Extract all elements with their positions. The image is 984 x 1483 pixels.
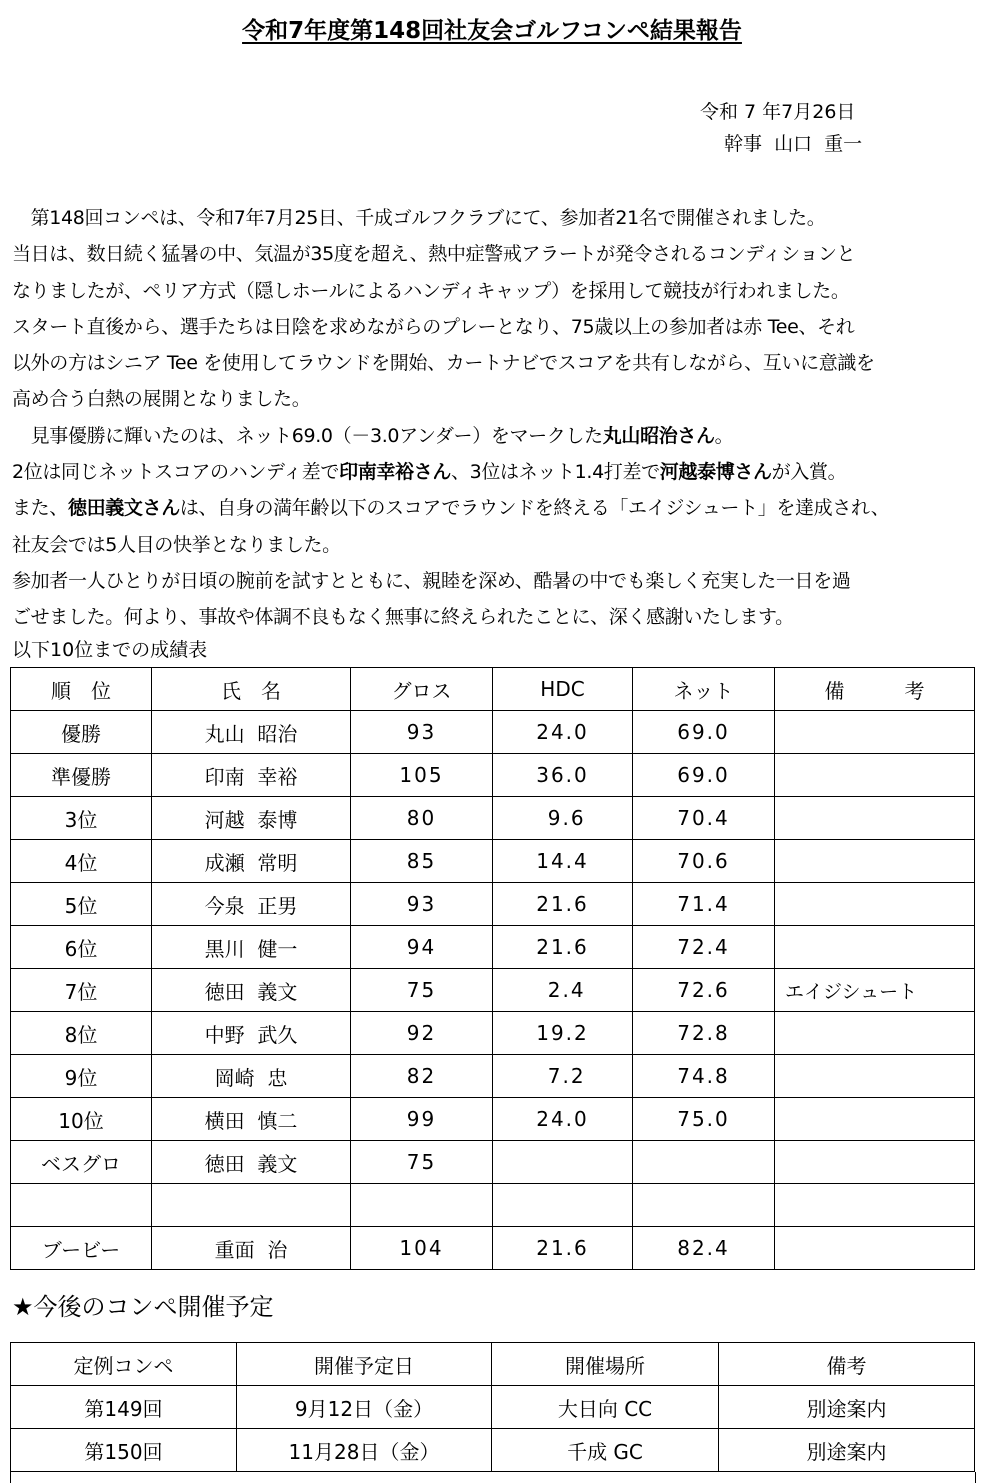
header-date: 開催予定日 — [237, 1343, 492, 1386]
results-header-row — [11, 668, 975, 711]
cell-note — [775, 1098, 975, 1141]
results-row — [11, 883, 975, 926]
cell-hdc: 21.6 — [493, 926, 633, 969]
results-row — [11, 1227, 975, 1270]
cell-name: 徳田 義文 — [152, 1141, 351, 1184]
cell-name: 岡崎 忠 — [152, 1055, 351, 1098]
cell-gross: 92 — [351, 1012, 493, 1055]
cell-hdc: 21.6 — [493, 883, 633, 926]
header-note: 備 考 — [775, 668, 975, 711]
cell-gross: 105 — [351, 754, 493, 797]
results-row — [11, 754, 975, 797]
cell-note — [775, 1141, 975, 1184]
cell-note: エイジシュート — [775, 969, 975, 1012]
cell-rank: 5位 — [11, 883, 152, 926]
report-text: 2位は同じネットスコアのハンディ差で — [12, 461, 340, 484]
cell-note — [775, 1055, 975, 1098]
results-row — [11, 1141, 975, 1184]
report-date: 令和 7 年7月26日 — [700, 101, 856, 123]
cell-rank: 4位 — [11, 840, 152, 883]
document-title — [0, 12, 984, 45]
cell-hdc: 24.0 — [493, 711, 633, 754]
report-text: 。 — [714, 424, 734, 447]
cell-venue: 千成 GC — [492, 1429, 719, 1472]
document-title-text: 令和7年度第148回社友会ゴルフコンペ結果報告 — [242, 18, 742, 44]
report-line: 社友会では5人目の快挙となりました。 — [12, 533, 341, 556]
cell-net: 71.4 — [633, 883, 775, 926]
cell-net: 70.6 — [633, 840, 775, 883]
cell-rank: 6位 — [11, 926, 152, 969]
header-remarks: 備考 — [719, 1343, 975, 1386]
cell-hdc: 14.4 — [493, 840, 633, 883]
report-text: が入賞。 — [771, 461, 847, 484]
header-net: ネット — [633, 668, 775, 711]
cell-rank: 9位 — [11, 1055, 152, 1098]
results-table — [10, 667, 975, 1270]
results-row — [11, 1055, 975, 1098]
cell-gross: 104 — [351, 1227, 493, 1270]
cell-rank: 10位 — [11, 1098, 152, 1141]
cell-rank: 3位 — [11, 797, 152, 840]
cell-name: 重面 治 — [152, 1227, 351, 1270]
cell-net: 82.4 — [633, 1227, 775, 1270]
cell-name: 中野 武久 — [152, 1012, 351, 1055]
cell-name: 丸山 昭治 — [152, 711, 351, 754]
cell-name: 河越 泰博 — [152, 797, 351, 840]
report-line — [12, 454, 980, 490]
cell-round: 第150回 — [11, 1429, 237, 1472]
cell-rank: 8位 — [11, 1012, 152, 1055]
cell-name — [152, 1184, 351, 1227]
report-line: 当日は、数日続く猛暑の中、気温が35度を超え、熱中症警戒アラートが発令されるコンディションと — [12, 243, 856, 266]
cell-rank: 7位 — [11, 969, 152, 1012]
cell-note — [775, 797, 975, 840]
schedule-row — [11, 1429, 975, 1472]
cell-remarks: 別途案内 — [719, 1429, 975, 1472]
cell-net: 69.0 — [633, 754, 775, 797]
report-line: スタート直後から、選手たちは日陰を求めながらのプレーとなり、75歳以上の参加者は赤 Tee、それ — [12, 315, 855, 338]
schedule-heading: ★今後のコンペ開催予定 — [12, 1293, 274, 1321]
cell-date: 11月28日（金） — [237, 1429, 492, 1472]
results-row — [11, 969, 975, 1012]
cell-hdc: 2.4 — [493, 969, 633, 1012]
header-gross: グロス — [351, 668, 493, 711]
cell-name: 徳田 義文 — [152, 969, 351, 1012]
cell-net: 75.0 — [633, 1098, 775, 1141]
cell-gross: 75 — [351, 1141, 493, 1184]
cell-gross: 93 — [351, 883, 493, 926]
cell-net: 74.8 — [633, 1055, 775, 1098]
cell-hdc — [493, 1141, 633, 1184]
cell-hdc — [493, 1184, 633, 1227]
date-block — [700, 96, 862, 160]
cell-net: 72.6 — [633, 969, 775, 1012]
schedule-row — [11, 1386, 975, 1429]
cell-gross: 94 — [351, 926, 493, 969]
schedule-table — [10, 1342, 975, 1472]
header-name: 氏 名 — [152, 668, 351, 711]
report-body — [12, 200, 980, 636]
cell-date: 9月12日（金） — [237, 1386, 492, 1429]
cell-note — [775, 926, 975, 969]
cell-hdc: 21.6 — [493, 1227, 633, 1270]
cell-note — [775, 1184, 975, 1227]
cell-hdc: 9.6 — [493, 797, 633, 840]
cell-note — [775, 711, 975, 754]
cell-note — [775, 883, 975, 926]
report-line: 高め合う白熱の展開となりました。 — [12, 388, 311, 411]
winner-name: 丸山昭治さん — [602, 424, 715, 447]
results-row — [11, 1098, 975, 1141]
cell-name: 横田 慎二 — [152, 1098, 351, 1141]
results-row — [11, 926, 975, 969]
report-text: 見事優勝に輝いたのは、ネット69.0（－3.0アンダー）をマークした — [12, 424, 603, 447]
cell-rank: 優勝 — [11, 711, 152, 754]
cell-name: 成瀬 常明 — [152, 840, 351, 883]
header-rank: 順 位 — [11, 668, 152, 711]
header-round: 定例コンペ — [11, 1343, 237, 1386]
header-venue: 開催場所 — [492, 1343, 719, 1386]
cell-gross: 93 — [351, 711, 493, 754]
second-place-name: 印南幸裕さん — [339, 461, 451, 484]
report-text: 、3位はネット1.4打差で — [451, 461, 660, 484]
cell-note — [775, 754, 975, 797]
cell-hdc: 7.2 — [493, 1055, 633, 1098]
cell-net: 70.4 — [633, 797, 775, 840]
cell-gross: 99 — [351, 1098, 493, 1141]
results-row — [11, 711, 975, 754]
cell-note — [775, 840, 975, 883]
report-line: なりましたが、ペリア方式（隠しホールによるハンディキャップ）を採用して競技が行われました。 — [12, 279, 850, 302]
report-line: 以外の方はシニア Tee を使用してラウンドを開始、カートナビでスコアを共有しながら、互いに意識を — [12, 352, 875, 375]
cell-gross: 80 — [351, 797, 493, 840]
cell-net: 69.0 — [633, 711, 775, 754]
cell-name: 黒川 健一 — [152, 926, 351, 969]
cell-hdc: 19.2 — [493, 1012, 633, 1055]
cell-hdc: 24.0 — [493, 1098, 633, 1141]
cell-net — [633, 1141, 775, 1184]
cell-rank: ベスグロ — [11, 1141, 152, 1184]
cell-name: 印南 幸裕 — [152, 754, 351, 797]
age-shooter-name: 徳田義文さん — [67, 497, 180, 520]
cell-rank: ブービー — [11, 1227, 152, 1270]
cell-net — [633, 1184, 775, 1227]
schedule-header-row — [11, 1343, 975, 1386]
results-table-caption: 以下10位までの成績表 — [12, 639, 208, 661]
results-row — [11, 797, 975, 840]
cell-name: 今泉 正男 — [152, 883, 351, 926]
header-hdc: HDC — [493, 668, 633, 711]
cell-note — [775, 1012, 975, 1055]
cell-net: 72.8 — [633, 1012, 775, 1055]
cell-remarks: 別途案内 — [719, 1386, 975, 1429]
report-text: は、自身の満年齢以下のスコアでラウンドを終える「エイジシュート」を達成され、 — [179, 497, 890, 520]
table-continuation-edge — [10, 1472, 976, 1483]
cell-note — [775, 1227, 975, 1270]
results-row — [11, 1184, 975, 1227]
cell-rank — [11, 1184, 152, 1227]
cell-gross: 82 — [351, 1055, 493, 1098]
report-line — [12, 418, 980, 454]
cell-gross: 85 — [351, 840, 493, 883]
cell-round: 第149回 — [11, 1386, 237, 1429]
report-text: また、 — [12, 497, 68, 520]
cell-hdc: 36.0 — [493, 754, 633, 797]
results-row — [11, 840, 975, 883]
report-line: ごせました。何より、事故や体調不良もなく無事に終えられたことに、深く感謝いたします。 — [12, 606, 794, 629]
report-line: 第148回コンペは、令和7年7月25日、千成ゴルフクラブにて、参加者21名で開催されました。 — [12, 207, 826, 229]
cell-net: 72.4 — [633, 926, 775, 969]
cell-rank: 準優勝 — [11, 754, 152, 797]
third-place-name: 河越泰博さん — [659, 461, 772, 484]
cell-venue: 大日向 CC — [492, 1386, 719, 1429]
report-line: 参加者一人ひとりが日頃の腕前を試すとともに、親睦を深め、酷暑の中でも楽しく充実した一日を過 — [12, 569, 851, 592]
report-line — [12, 490, 980, 526]
cell-gross: 75 — [351, 969, 493, 1012]
results-row — [11, 1012, 975, 1055]
organizer-name: 幹事 山口 重一 — [724, 133, 863, 155]
cell-gross — [351, 1184, 493, 1227]
